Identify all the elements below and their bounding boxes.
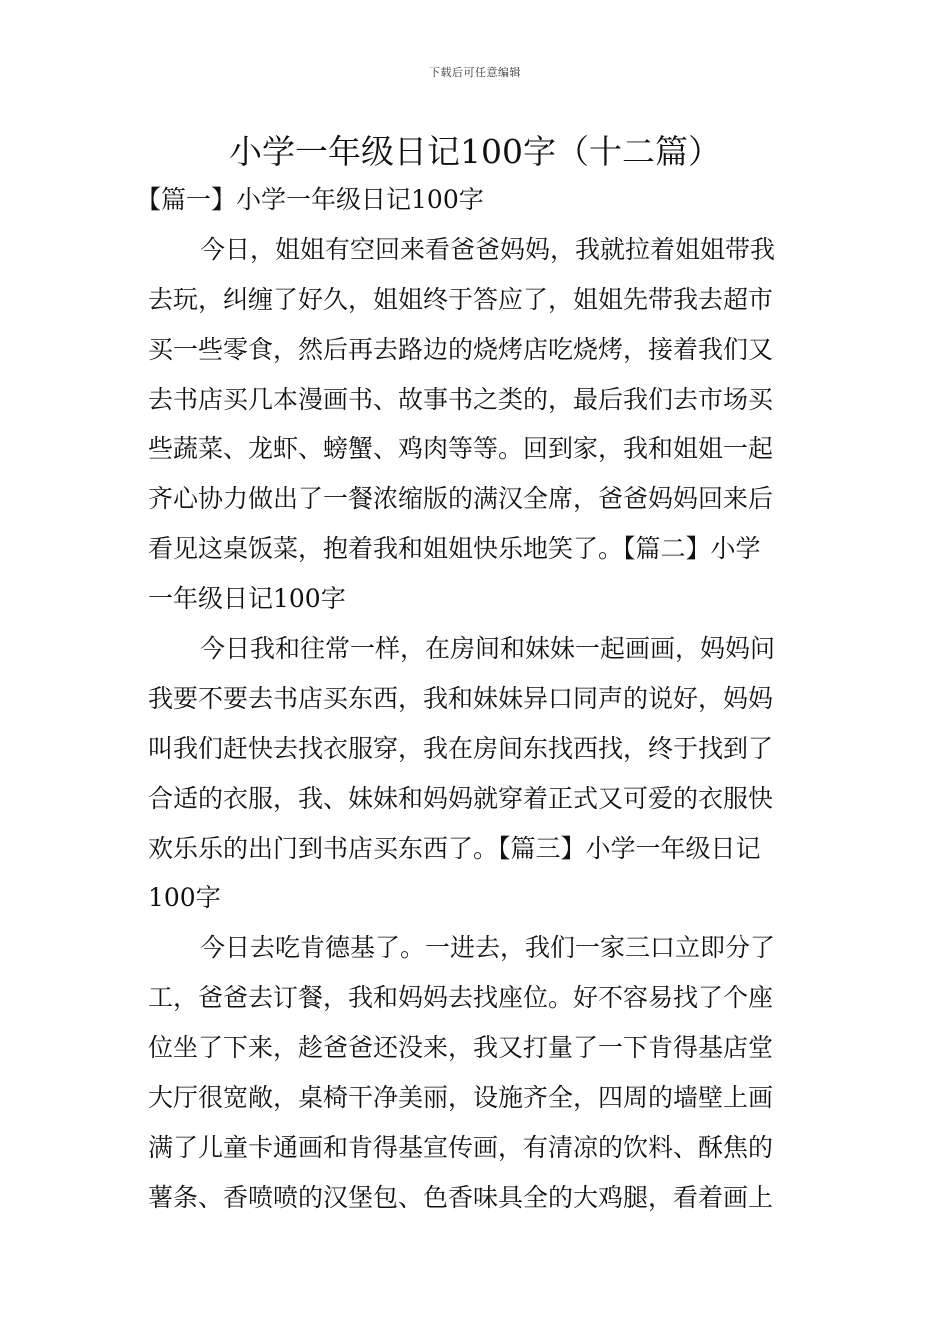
section-heading-1: 【篇一】小学一年级日记100字 <box>136 185 484 214</box>
paragraph-line: 买一些零食，然后再去路边的烧烤店吃烧烤，接着我们又 <box>148 334 774 364</box>
paragraph-line: 今日我和往常一样，在房间和妹妹一起画画，妈妈问 <box>200 634 776 664</box>
paragraph-line: 100字 <box>148 883 221 913</box>
paragraph-line: 欢乐乐的出门到书店买东西了。【篇三】小学一年级日记 <box>148 833 761 863</box>
paragraph-line: 合适的衣服，我、妹妹和妈妈就穿着正式又可爱的衣服快 <box>148 783 774 813</box>
paragraph-line: 去书店买几本漫画书、故事书之类的，最后我们去市场买 <box>148 384 774 414</box>
paragraph-line: 大厅很宽敞，桌椅干净美丽，设施齐全，四周的墙壁上画 <box>148 1083 774 1113</box>
paragraph-line: 今日，姐姐有空回来看爸爸妈妈，我就拉着姐姐带我 <box>200 234 776 264</box>
paragraph-line: 位坐了下来，趁爸爸还没来，我又打量了一下肯得基店堂 <box>148 1033 774 1063</box>
paragraph-line: 叫我们赶快去找衣服穿，我在房间东找西找，终于找到了 <box>148 733 774 763</box>
paragraph-line: 齐心协力做出了一餐浓缩版的满汉全席，爸爸妈妈回来后 <box>148 484 774 514</box>
document-title: 小学一年级日记100字（十二篇） <box>229 132 721 171</box>
paragraph-line: 工，爸爸去订餐，我和妈妈去找座位。好不容易找了个座 <box>148 983 774 1013</box>
paragraph-line: 薯条、香喷喷的汉堡包、色香味具全的大鸡腿，看着画上 <box>148 1182 774 1212</box>
paragraph-line: 些蔬菜、龙虾、螃蟹、鸡肉等等。回到家，我和姐姐一起 <box>148 434 774 464</box>
paragraph-line: 看见这桌饭菜，抱着我和姐姐快乐地笑了。【篇二】小学 <box>148 534 761 564</box>
paragraph-line: 去玩，纠缠了好久，姐姐终于答应了，姐姐先带我去超市 <box>148 284 774 314</box>
paragraph-line: 一年级日记100字 <box>148 584 346 614</box>
paragraph-line: 满了儿童卡通画和肯得基宣传画，有清凉的饮料、酥焦的 <box>148 1132 774 1162</box>
document-body <box>136 175 808 1223</box>
paragraph-line: 今日去吃肯德基了。一进去，我们一家三口立即分了 <box>200 933 776 963</box>
paragraph-line: 我要不要去书店买东西，我和妹妹异口同声的说好，妈妈 <box>148 683 774 713</box>
header-note: 下载后可任意编辑 <box>429 66 521 79</box>
